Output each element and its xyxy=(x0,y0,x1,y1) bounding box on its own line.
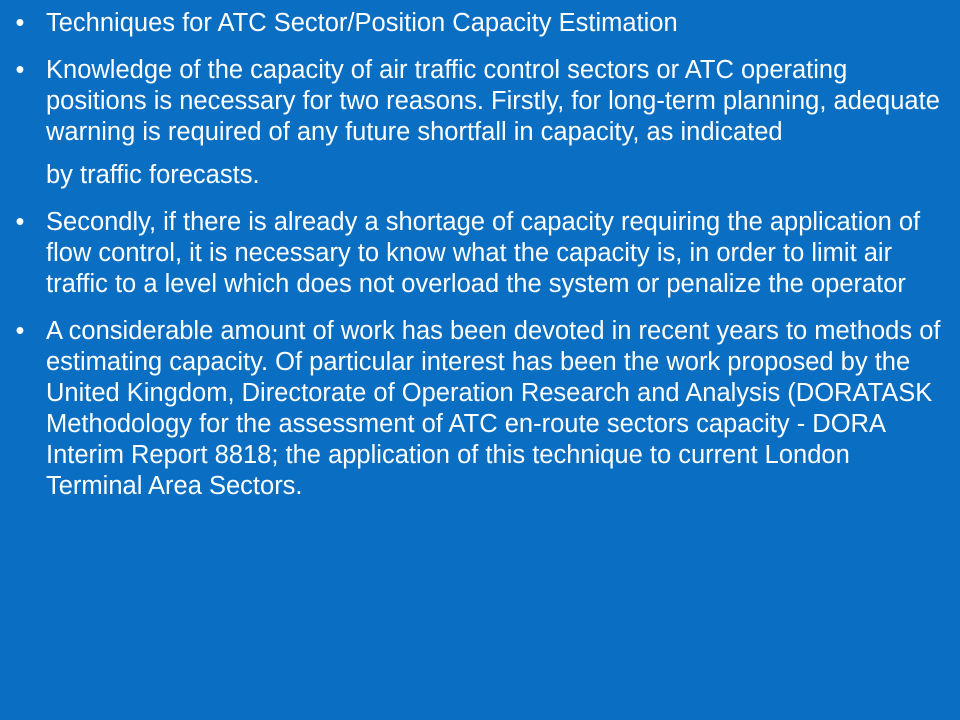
bullet-dot-icon: • xyxy=(15,317,25,345)
bullet-text: Secondly, if there is already a shortage of capacity requiring the application of flow control, it is necessary to know what the capacity is, in order to limit air traffic to a level which does not overload the system or penalize the operator xyxy=(46,208,921,298)
bullet-item-knowledge xyxy=(10,55,942,191)
bullet-dot-icon: • xyxy=(15,56,25,84)
bullet-item-considerable xyxy=(10,316,942,502)
bullet-item-title xyxy=(10,8,942,39)
bullet-text: Knowledge of the capacity of air traffic control sectors or ATC operating positions is necessary for two reasons. Firstly, for long-term planning, adequate warning is required of any future shortfall in capacity, as indicated xyxy=(46,56,940,146)
bullet-item-secondly xyxy=(10,207,942,300)
bullet-text: Techniques for ATC Sector/Position Capacity Estimation xyxy=(46,9,678,37)
bullet-list xyxy=(10,8,942,502)
bullet-dot-icon: • xyxy=(15,208,25,236)
bullet-dot-icon: • xyxy=(15,9,25,37)
bullet-continuation: by traffic forecasts. xyxy=(46,161,260,189)
bullet-text: A considerable amount of work has been devoted in recent years to methods of estimating capacity. Of particular interest has been the work proposed by the United Kingdom, Directorate of Operation Research and Analysis (DORATASK Methodology for the assessment of ATC en-route sectors capacity - DORA Interim Report 8818; the application of this technique to current London Terminal Area Sectors. xyxy=(46,317,941,500)
